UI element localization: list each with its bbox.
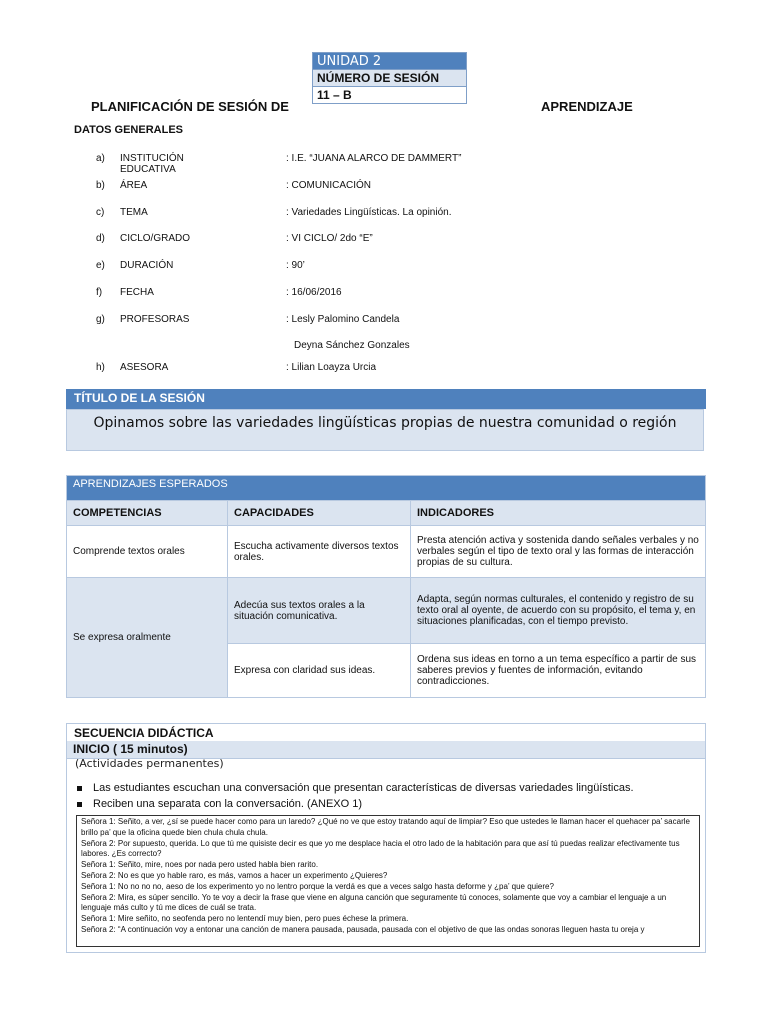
row-value: : I.E. “JUANA ALARCO DE DAMMERT” [286,153,462,164]
row-letter: d) [96,233,105,244]
competencia-cell: Se expresa oralmente [67,578,228,698]
aprendizajes-heading: APRENDIZAJES ESPERADOS [67,476,706,501]
row-label: FECHA [120,287,154,298]
dialogue-line: Señora 1: No no no no, aeso de los experimento yo no lentro porque la verdá es que a veces salgo hasta deforme y ¿pa’ que quiere? [81,881,554,891]
row-label: ASESORA [120,362,169,373]
indicador-cell: Ordena sus ideas en torno a un tema específico a partir de sus saberes previos y fuentes de información, evitando contradicciones. [411,644,706,698]
column-header: COMPETENCIAS [67,501,228,526]
row-letter: h) [96,362,105,373]
unit-info-table [312,52,467,104]
dialogue-line: Señora 2: No es que yo hable raro, es más, vamos a hacer un experimento ¿Quieres? [81,870,388,880]
actividades-label: (Actividades permanentes) [75,757,224,770]
row-value: : VI CICLO/ 2do “E” [286,233,373,244]
row-value: Deyna Sánchez Gonzales [294,340,410,351]
dialogue-line: Señora 2: Por supuesto, querida. Lo que tú me quisiste decir es que yo me desplace hacia el otro lado de la habitación para que así tú puedas realizar efectivamente tus labores. ¿Es correcto? [81,838,680,859]
capacidad-cell: Escucha activamente diversos textos orales. [228,526,411,578]
row-letter: g) [96,314,105,325]
row-value: : COMUNICACIÓN [286,180,371,191]
datos-generales-heading: DATOS GENERALES [74,124,183,136]
session-code: 11 – B [313,87,467,104]
column-header: INDICADORES [411,501,706,526]
session-number-label: NÚMERO DE SESIÓN [313,70,467,87]
competencia-cell: Comprende textos orales [67,526,228,578]
bullet-icon [77,802,82,807]
list-item-text: Las estudiantes escuchan una conversación que presentan características de diversas variedades lingüísticas. [93,782,634,794]
row-value: : Variedades Lingüísticas. La opinión. [286,207,452,218]
doc-title-left: PLANIFICACIÓN DE SESIÓN DE [91,99,289,114]
capacidad-cell: Expresa con claridad sus ideas. [228,644,411,698]
list-item-text: Reciben una separata con la conversación. (ANEXO 1) [93,798,363,810]
row-label: TEMA [120,207,148,218]
capacidad-cell: Adecúa sus textos orales a la situación comunicativa. [228,578,411,644]
dialogue-line: Señora 1: Señito, a ver, ¿sí se puede hacer como para un laredo? ¿Qué no ve que estoy tratando aquí de limpiar? Eso que ustedes le llaman hacer el quehacer pa’ sacarle brillo pa’ que la oficina quede bien chula chula chula. [81,817,690,837]
row-label: PROFESORAS [120,314,190,325]
row-value: : 16/06/2016 [286,287,342,298]
column-header: CAPACIDADES [228,501,411,526]
dialogue-line: Señora 1: Mire señito, no seofenda pero no lentendí muy bien, pero pues échese la primera. [81,914,409,924]
row-letter: c) [96,207,105,218]
row-label: CICLO/GRADO [120,233,191,244]
row-letter: a) [96,153,105,164]
session-title-header [66,389,706,409]
indicador-cell: Adapta, según normas culturales, el contenido y registro de su texto oral al oyente, de acuerdo con su propósito, el tema y, en situaciones planificadas, con el tiempo previsto. [411,578,706,644]
row-value: : 90’ [286,260,305,271]
row-label: INSTITUCIÓN EDUCATIVA [120,153,184,175]
inicio-heading: INICIO ( 15 minutos) [73,742,188,756]
row-letter: f) [96,287,103,298]
row-label: DURACIÓN [120,260,174,271]
row-label: ÁREA [120,180,148,191]
unit-label: UNIDAD 2 [313,53,467,70]
secuencia-section [66,723,706,953]
bullet-icon [77,786,82,791]
secuencia-heading: SECUENCIA DIDÁCTICA [74,726,214,740]
row-value: : Lilian Loayza Urcia [286,362,377,373]
row-letter: e) [96,260,105,271]
session-title: Opinamos sobre las variedades lingüísticas propias de nuestra comunidad o región [66,409,704,451]
doc-title-right: APRENDIZAJE [541,99,633,114]
row-value: : Lesly Palomino Candela [286,314,400,325]
indicador-cell: Presta atención activa y sostenida dando señales verbales y no verbales según el tipo de texto oral y las formas de interacción propias de su cultura. [411,526,706,578]
dialogue-line: Señora 2: “A continuación voy a entonar una canción de manera pausada, pausada, pausada con el objetivo de que las ondas sonoras lleguen hasta tu oreja y [81,924,645,934]
aprendizajes-table [66,475,706,698]
dialogue-line: Señora 2: Mira, es súper sencillo. Yo te voy a decir la frase que viene en alguna canción que seguramente tú conoces, solamente que voy a cambiar el lenguaje a un lenguaje más culto y tú me dices de cuál se trata. [81,892,667,913]
dialogue-box [76,815,700,947]
session-title-heading: TÍTULO DE LA SESIÓN [74,391,205,405]
row-letter: b) [96,180,105,191]
secuencia-header [67,724,705,742]
dialogue-line: Señora 1: Señito, mire, noes por nada pero usted habla bien rarito. [81,860,319,870]
